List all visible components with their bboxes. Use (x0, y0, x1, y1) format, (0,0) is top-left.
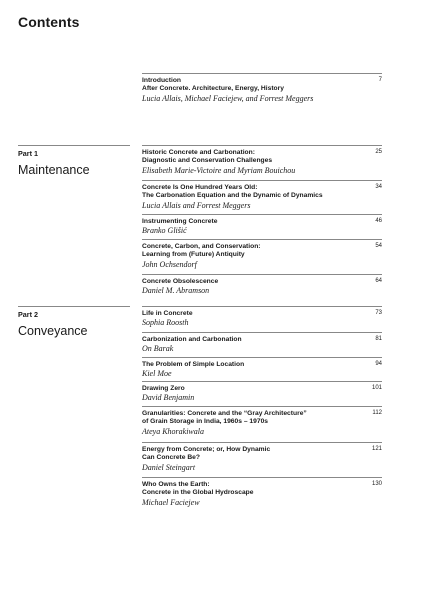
toc-entry (142, 180, 382, 210)
entry-page-number: 64 (375, 278, 382, 284)
toc-entry (142, 306, 382, 327)
toc-entry (142, 274, 382, 295)
entry-author: Lucia Allais, Michael Faciejew, and Forrest Meggers (142, 93, 314, 103)
entry-title-line: Who Owns the Earth: (142, 481, 210, 488)
entry-page-number: 101 (371, 385, 382, 391)
entry-title-line: Energy from Concrete; or, How Dynamic (142, 446, 271, 453)
entry-page-number: 46 (375, 218, 382, 224)
toc-entry-introduction (142, 73, 382, 103)
entry-title-line: Concrete Obsolescence (142, 278, 219, 285)
entry-author: Sophia Roosth (142, 318, 189, 328)
entry-title-line: Carbonization and Carbonation (142, 336, 242, 343)
entry-page-number: 121 (371, 446, 382, 452)
entry-author: John Ochsendorf (142, 259, 197, 269)
part-name: Maintenance (18, 163, 90, 177)
toc-entry (142, 406, 382, 436)
entry-author: Branko Glišić (142, 226, 187, 236)
part-label: Part 2 (18, 310, 38, 319)
entry-page-number: 73 (375, 310, 382, 316)
entry-author: Ateya Khorakiwala (142, 426, 204, 436)
entry-title-line: Drawing Zero (142, 385, 185, 392)
entry-page-number: 54 (375, 243, 382, 249)
entry-author: David Benjamin (142, 393, 195, 403)
entry-author: Kiel Moe (142, 369, 172, 379)
entry-page-number: 25 (375, 149, 382, 155)
toc-entry (142, 357, 382, 378)
entry-title-line: Diagnostic and Conservation Challenges (142, 157, 273, 165)
entry-author: On Barak (142, 344, 174, 354)
entry-page-number: 94 (375, 361, 382, 367)
entry-author: Lucia Allais and Forrest Meggers (142, 200, 251, 210)
entry-title-line: Concrete in the Global Hydroscape (142, 489, 254, 497)
entry-title-line: Introduction (142, 77, 182, 84)
entry-title-line: Instrumenting Concrete (142, 218, 218, 225)
toc-entry (142, 145, 382, 175)
entry-page-number: 112 (372, 410, 382, 416)
part-rule (18, 145, 130, 146)
entry-author: Michael Faciejew (142, 497, 200, 507)
entry-title-line: Life in Concrete (142, 310, 193, 317)
part-label: Part 1 (18, 149, 38, 158)
entry-title-line: The Carbonation Equation and the Dynamic of Dynamics (142, 192, 323, 200)
entry-title-line: Concrete, Carbon, and Conservation: (142, 243, 261, 250)
toc-entry (142, 214, 382, 235)
entry-title-line: Can Concrete Be? (142, 454, 200, 462)
entry-title-line: Historic Concrete and Carbonation: (142, 149, 255, 156)
entry-author: Elisabeth Marie-Victoire and Myriam Bouichou (142, 165, 296, 175)
toc-entry (142, 477, 382, 507)
entry-title-line: Granularities: Concrete and the “Gray Architecture” (142, 410, 307, 417)
entry-author: Daniel Steingart (142, 462, 196, 472)
entry-title-line: Concrete Is One Hundred Years Old: (142, 184, 258, 191)
entry-title-line: After Concrete. Architecture, Energy, History (142, 85, 284, 93)
toc-entry (142, 239, 382, 269)
part-rule (18, 306, 130, 307)
entry-title-line: The Problem of Simple Location (142, 361, 245, 368)
entry-title-line: Learning from (Future) Antiquity (142, 251, 245, 259)
toc-entry (142, 381, 382, 402)
toc-entry (142, 442, 382, 472)
entry-page-number: 7 (378, 77, 382, 83)
entry-page-number: 81 (375, 336, 382, 342)
entry-page-number: 130 (371, 481, 382, 487)
entry-author: Daniel M. Abramson (142, 286, 210, 296)
toc-entry (142, 332, 382, 353)
entry-page-number: 34 (375, 184, 382, 190)
page-title: Contents (18, 14, 80, 30)
entry-title-line: of Grain Storage in India, 1960s – 1970s (142, 418, 269, 426)
part-name: Conveyance (18, 324, 88, 338)
